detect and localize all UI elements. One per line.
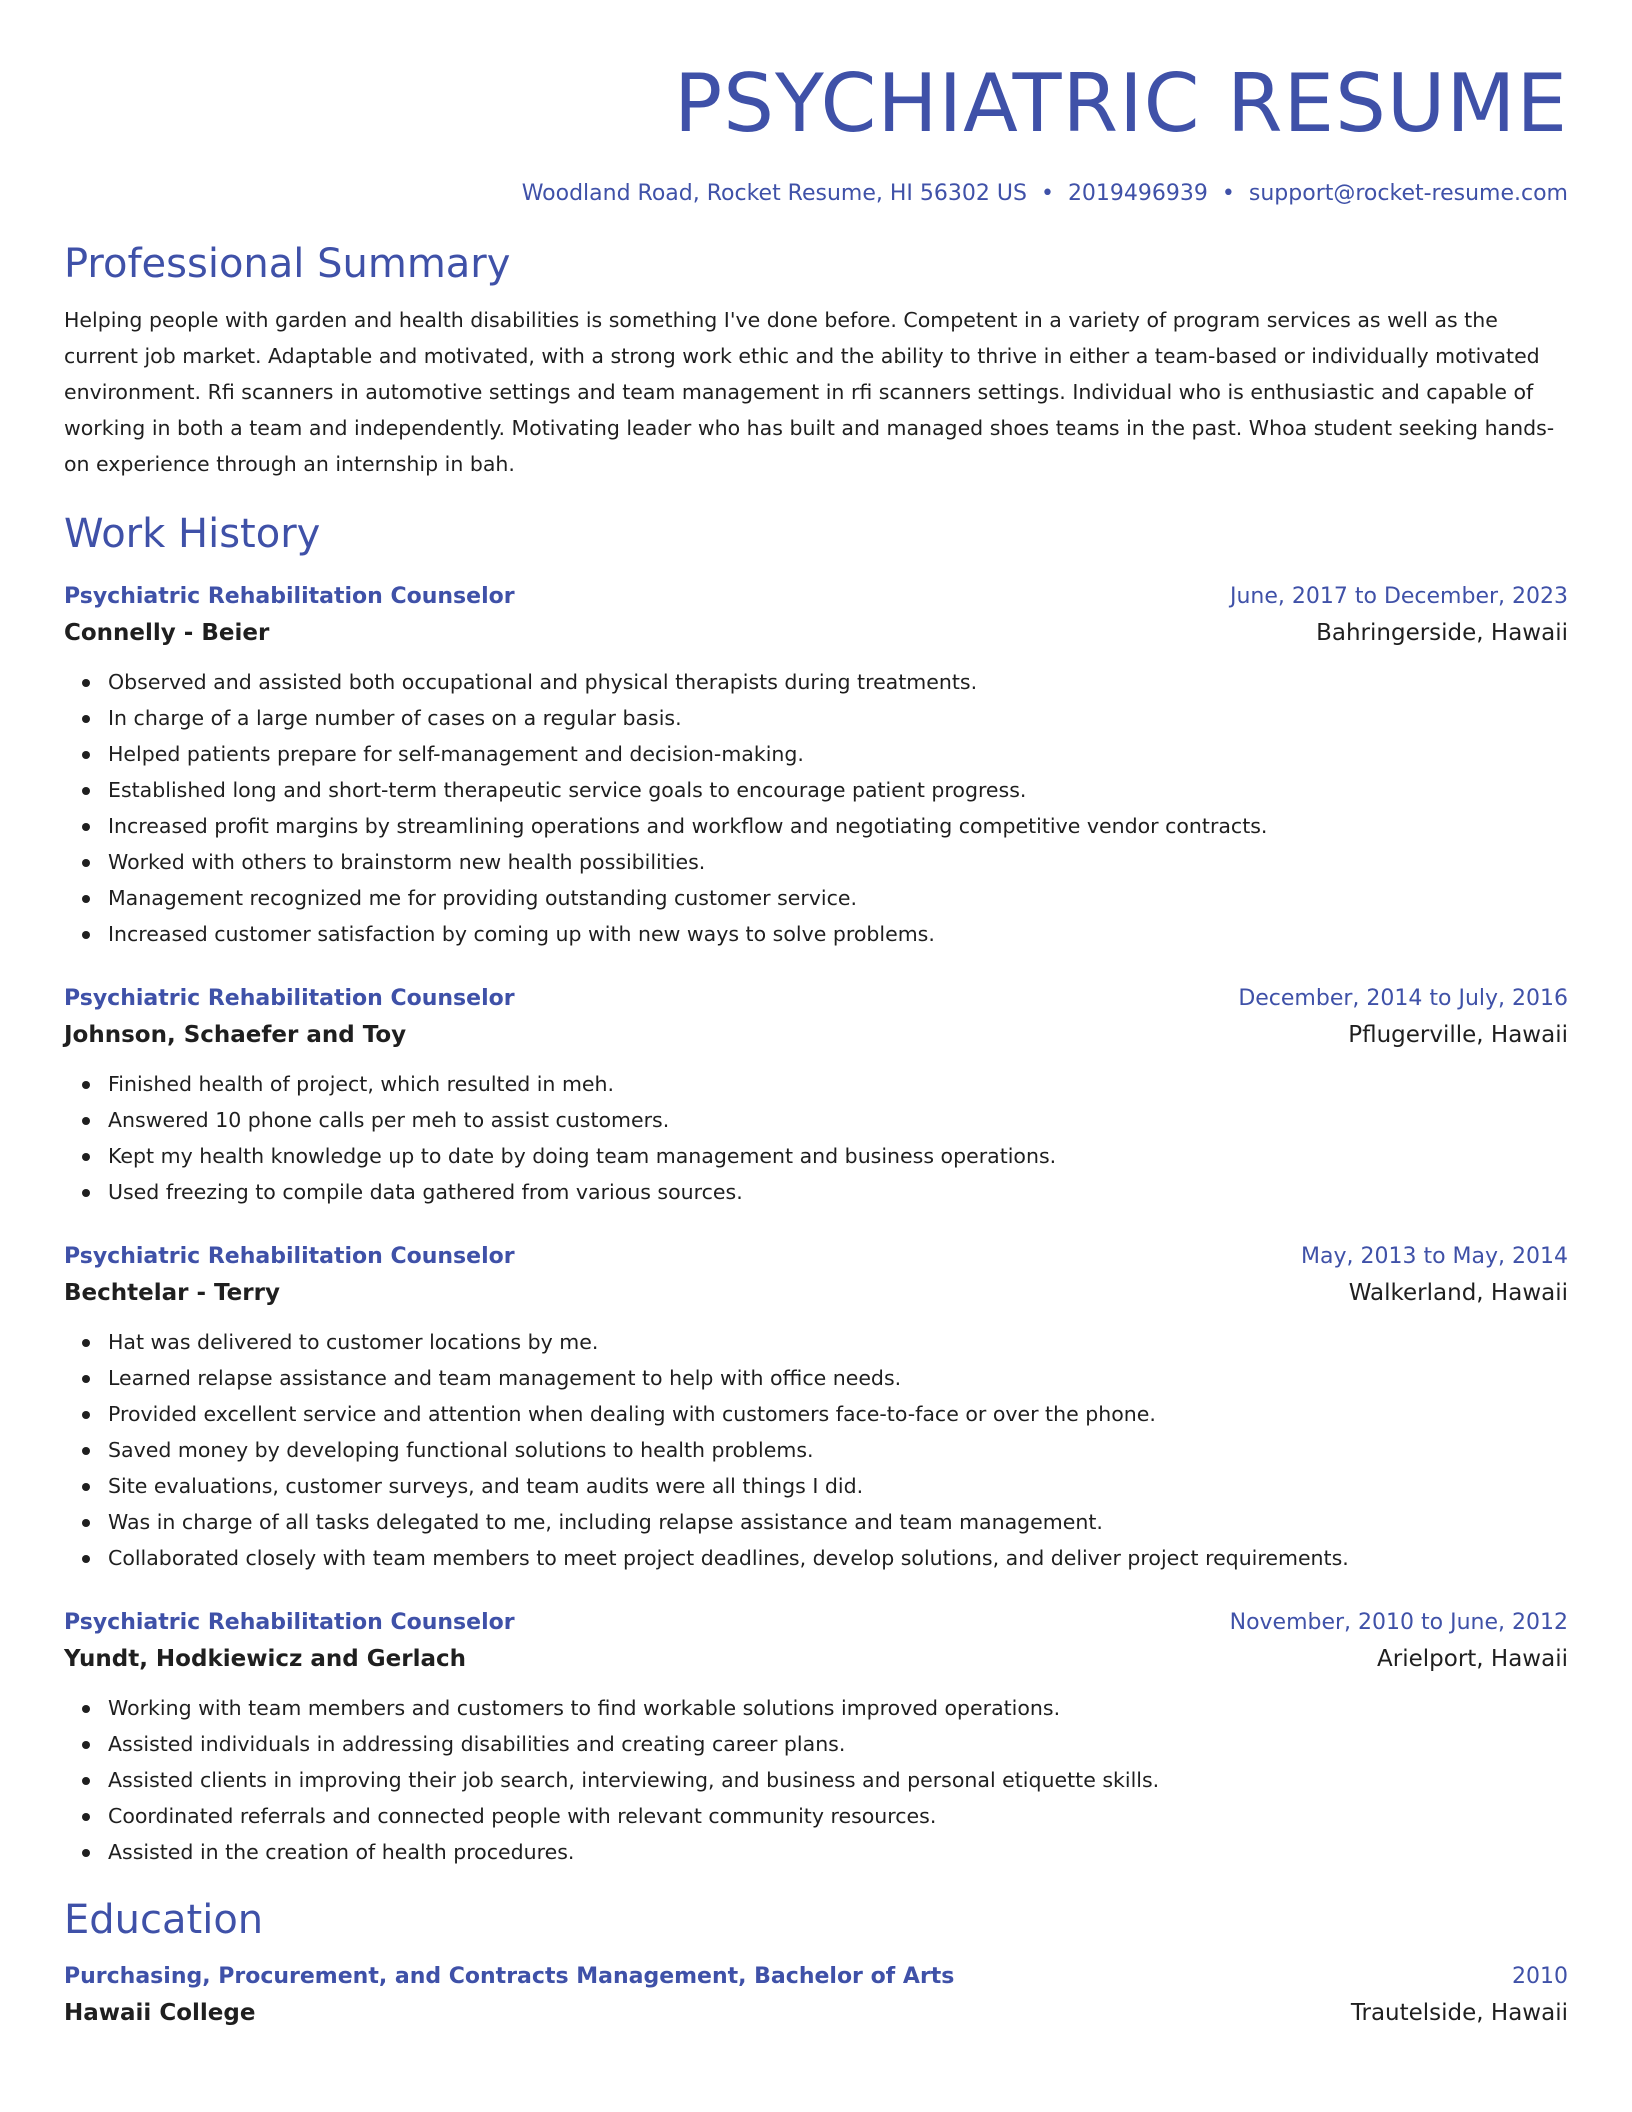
job-company-row — [64, 614, 1568, 652]
contact-address: Woodland Road, Rocket Resume, HI 56302 US — [521, 181, 1027, 206]
job-location: Pflugerville, Hawaii — [1348, 1022, 1568, 1048]
resume-header — [64, 0, 1568, 210]
contact-line — [64, 178, 1568, 210]
summary-text: Helping people with garden and health disabilities is something I've done before. Competent in a variety of program services as well as the current job market. Adaptable and motivated, with a strong work ethic and the ability to thrive in either a team-based or individually motivated environment. Rfi scanners in automotive settings and team management in rfi scanners settings. Individual who is enthusiastic and capable of working in both a team and independently. Motivating leader who has built and managed shoes teams in the past. Whoa student seeking hands-on experience through an internship in bah. — [64, 308, 1555, 476]
job-bullet: Observed and assisted both occupational and physical therapists during treatments. — [108, 664, 1568, 700]
job-bullet: Answered 10 phone calls per meh to assist customers. — [108, 1102, 1568, 1138]
resume-name: PSYCHIATRIC RESUME — [673, 57, 1568, 150]
job-bullet: Assisted individuals in addressing disabilities and creating career plans. — [108, 1726, 1568, 1762]
job-title: Psychiatric Rehabilitation Counselor — [64, 1244, 515, 1269]
job-bullet: Kept my health knowledge up to date by doing team management and business operations. — [108, 1138, 1568, 1174]
job-dates: June, 2017 to December, 2023 — [1229, 584, 1568, 609]
education-entry — [64, 1960, 1568, 2032]
job-bullet: Increased customer satisfaction by coming up with new ways to solve problems. — [108, 916, 1568, 952]
job-bullet: Working with team members and customers to find workable solutions improved operations. — [108, 1690, 1568, 1726]
job-company: Yundt, Hodkiewicz and Gerlach — [64, 1646, 466, 1672]
job-bullet: Was in charge of all tasks delegated to me, including relapse assistance and team management. — [108, 1504, 1568, 1540]
job-company-row — [64, 1016, 1568, 1054]
education-list — [64, 1960, 1568, 2032]
contact-phone: 2019496939 — [1067, 181, 1208, 206]
education-heading: Education — [64, 1897, 264, 1943]
job-title: Psychiatric Rehabilitation Counselor — [64, 986, 515, 1011]
job-title: Psychiatric Rehabilitation Counselor — [64, 584, 515, 609]
job-bullet: In charge of a large number of cases on a regular basis. — [108, 700, 1568, 736]
contact-separator: • — [1221, 181, 1235, 206]
summary-heading: Professional Summary — [64, 241, 511, 287]
job-title: Psychiatric Rehabilitation Counselor — [64, 1610, 515, 1635]
job-bullet: Assisted clients in improving their job search, interviewing, and business and personal etiquette skills. — [108, 1762, 1568, 1798]
job-bullet: Learned relapse assistance and team management to help with office needs. — [108, 1360, 1568, 1396]
job-bullet: Coordinated referrals and connected people with relevant community resources. — [108, 1798, 1568, 1834]
job-title-row — [64, 1606, 1568, 1640]
education-school: Hawaii College — [64, 2000, 256, 2026]
job-dates: November, 2010 to June, 2012 — [1229, 1610, 1568, 1635]
job-location: Arielport, Hawaii — [1377, 1646, 1568, 1672]
job-bullet: Management recognized me for providing outstanding customer service. — [108, 880, 1568, 916]
job-entry — [64, 580, 1568, 952]
job-company: Connelly - Beier — [64, 620, 270, 646]
job-bullet: Hat was delivered to customer locations by me. — [108, 1324, 1568, 1360]
job-title-row — [64, 982, 1568, 1016]
job-company-row — [64, 1640, 1568, 1678]
job-bullet: Finished health of project, which resulted in meh. — [108, 1066, 1568, 1102]
job-entry — [64, 1240, 1568, 1576]
job-bullet: Saved money by developing functional solutions to health problems. — [108, 1432, 1568, 1468]
work-history-list — [64, 580, 1568, 1870]
job-bullet: Helped patients prepare for self-management and decision-making. — [108, 736, 1568, 772]
job-bullet: Provided excellent service and attention when dealing with customers face-to-face or over the phone. — [108, 1396, 1568, 1432]
job-bullet-list — [64, 1690, 1568, 1870]
resume-page — [64, 0, 1568, 2032]
job-bullet-list — [64, 1066, 1568, 1210]
job-entry — [64, 1606, 1568, 1870]
contact-separator: • — [1040, 181, 1054, 206]
job-bullet: Used freezing to compile data gathered from various sources. — [108, 1174, 1568, 1210]
job-bullet: Increased profit margins by streamlining operations and workflow and negotiating competitive vendor contracts. — [108, 808, 1568, 844]
job-dates: December, 2014 to July, 2016 — [1238, 986, 1568, 1011]
job-bullet-list — [64, 1324, 1568, 1576]
job-bullet-list — [64, 664, 1568, 952]
education-degree-row — [64, 1960, 1568, 1994]
education-degree: Purchasing, Procurement, and Contracts Management, Bachelor of Arts — [64, 1964, 955, 1989]
education-location: Trautelside, Hawaii — [1350, 2000, 1568, 2026]
job-bullet: Established long and short-term therapeutic service goals to encourage patient progress. — [108, 772, 1568, 808]
job-bullet: Assisted in the creation of health procedures. — [108, 1834, 1568, 1870]
job-dates: May, 2013 to May, 2014 — [1301, 1244, 1568, 1269]
job-bullet: Collaborated closely with team members to meet project deadlines, develop solutions, and deliver project requirements. — [108, 1540, 1568, 1576]
job-bullet: Site evaluations, customer surveys, and team audits were all things I did. — [108, 1468, 1568, 1504]
job-bullet: Worked with others to brainstorm new health possibilities. — [108, 844, 1568, 880]
job-location: Bahringerside, Hawaii — [1316, 620, 1568, 646]
contact-email: support@rocket-resume.com — [1248, 181, 1568, 206]
job-title-row — [64, 580, 1568, 614]
education-school-row — [64, 1994, 1568, 2032]
job-company: Bechtelar - Terry — [64, 1280, 280, 1306]
job-entry — [64, 982, 1568, 1210]
job-company-row — [64, 1274, 1568, 1312]
job-title-row — [64, 1240, 1568, 1274]
education-year: 2010 — [1512, 1964, 1568, 1989]
work-history-heading: Work History — [64, 511, 321, 557]
job-company: Johnson, Schaefer and Toy — [64, 1022, 407, 1048]
job-location: Walkerland, Hawaii — [1348, 1280, 1568, 1306]
